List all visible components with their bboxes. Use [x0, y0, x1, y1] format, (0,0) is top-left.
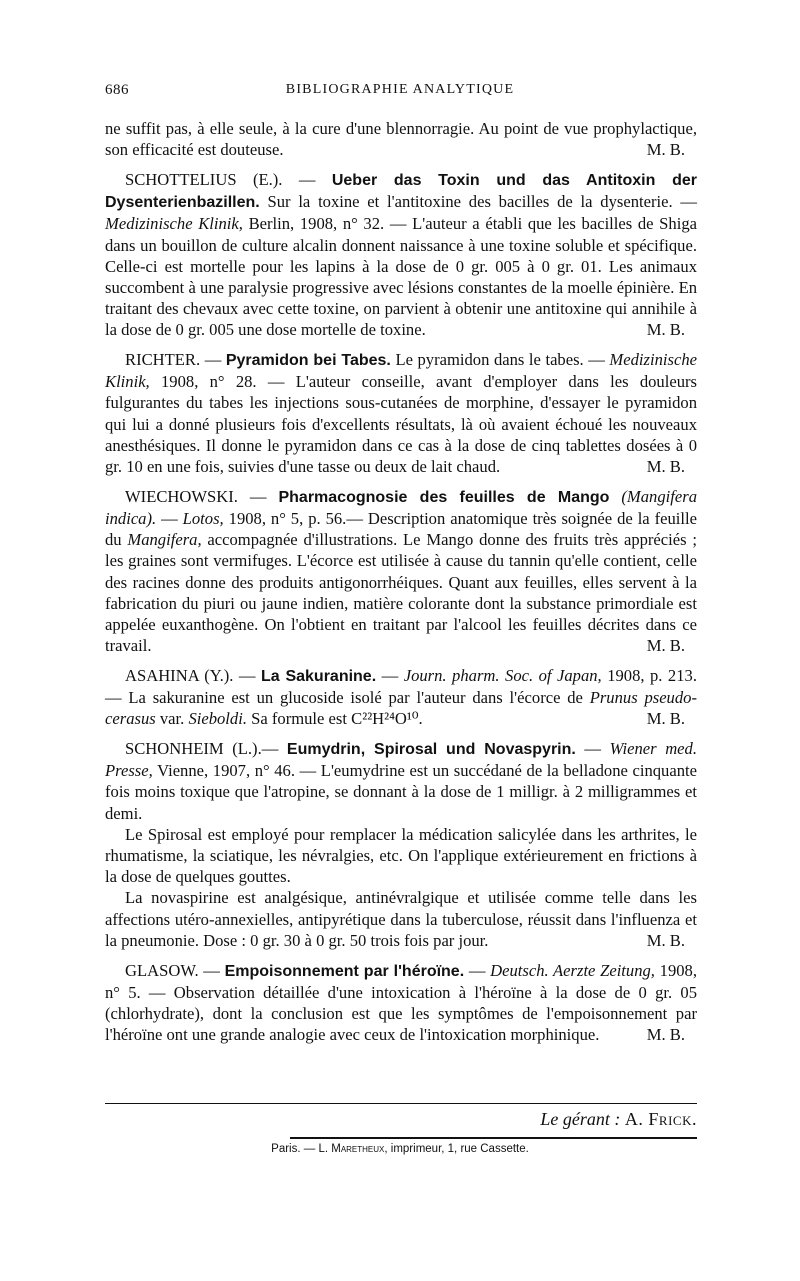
entry-glasow — [105, 960, 697, 1046]
em-dash: — — [381, 665, 399, 685]
paragraph-novaspirine — [105, 887, 697, 951]
printer-rule — [290, 1137, 697, 1139]
species-name: Prunus pseudo-cerasus — [105, 688, 697, 729]
entry-schonheim — [105, 738, 697, 824]
entry-asahina — [105, 665, 697, 730]
entry-text: accompagnée d'illustrations. Le Mango donne des fruits très appréciés ; les graines sont vermifuges. L'écorce est utilisée à cause du tannin qu'elle contient, celle des racines donne des produits antigonorrhéiques. Quant aux feuilles, elles servent à la fabrication du piuri ou jaune indien, matière colorante dont la substance primordiale est appelée euxanthogène. On l'obtient en traitant par l'alcool les feuilles décrites dans ce travail. — [105, 530, 697, 656]
entry-author: WIECHOWSKI. — [125, 486, 238, 506]
journal-name: Medizinische Klinik, — [105, 350, 697, 392]
em-dash: — — [584, 738, 602, 758]
printer-city: Paris. — — [271, 1143, 316, 1155]
closing-rule — [105, 1103, 697, 1104]
gerant-name: A. Frick. — [624, 1109, 697, 1129]
reviewer-initials: M. B. — [646, 320, 685, 340]
journal-name: Lotos, — [182, 508, 224, 528]
em-dash: — — [261, 738, 279, 758]
entry-text: 1908, n° 28. — L'auteur conseille, avant d'employer dans les douleurs fulgurantes du tabes les injections sous-cutanées de morphine, d'essayer le pyramidon qui lui a donné plusieurs fois d'excellents résultats, là où avaient échoué les nouveaux anesthésiques. Il donne le pyramidon dans ce cas à la dose de cinq tablettes dosées à 0 gr. 10 en une fois, suivies d'une tasse ou deux de lait chaud. — [105, 372, 697, 477]
entry-title: Eumydrin, Spirosal und Novaspyrin. — [286, 740, 576, 758]
entry-text: Le pyramidon dans le tabes. — — [395, 350, 605, 370]
gerant-line — [476, 1109, 697, 1130]
reviewer-initials: M. B. — [646, 636, 685, 656]
journal-name: Wiener med. Presse, — [105, 738, 697, 781]
printer-address: imprimeur, 1, rue Cassette. — [390, 1143, 529, 1155]
entry-title: La Sakuranine. — [261, 667, 377, 685]
text-column — [105, 118, 697, 1054]
entry-author: ASAHINA (Y.). — [125, 665, 234, 685]
species-name: Mangifera, — [127, 530, 202, 550]
journal-name: Medizinische Klinik, — [105, 214, 243, 234]
em-dash: — — [468, 960, 486, 980]
entry-author: GLASOW. — [125, 960, 199, 980]
entry-author: RICHTER. — [125, 350, 201, 370]
em-dash: — — [298, 169, 316, 189]
entry-text: ne suffit pas, à elle seule, à la cure d'une blennorragie. Au point de vue prophylactique, son efficacité est douteuse. — [105, 119, 697, 160]
entry-richter — [105, 349, 697, 477]
printer-name: L. Maretheux, — [318, 1143, 388, 1155]
entry-title: Pyramidon bei Tabes. — [225, 352, 391, 370]
reviewer-initials: M. B. — [646, 457, 685, 477]
paragraph-spirosal: Le Spirosal est employé pour remplacer la médication salicylée dans les arthrites, le rhumatisme, la sciatique, les névralgies, etc. On l'applique extérieurement en frictions à la dose de quelques gouttes. — [105, 824, 697, 887]
entry-title: Pharmacognosie des feuilles de Mango — [278, 488, 610, 506]
page-number: 686 — [105, 82, 129, 98]
entry-text: Sa formule est — [251, 709, 347, 729]
entry-text: var. — [159, 709, 185, 729]
entry-author: SCHONHEIM (L.). — [125, 738, 262, 758]
entry-title: Ueber das Toxin und das Antitoxin der Dysenterienbazillen. — [105, 171, 697, 212]
entry-text: La novaspirine est analgésique, antinévralgique et utilisée comme telle dans les affections utéro-annexielles, antipyrétique dans la tuberculose, réussit dans l'influenza et la pneumonie. Dose : 0 gr. 30 à 0 gr. 50 trois fois par jour. — [105, 888, 697, 950]
entry-continuation — [105, 118, 697, 160]
entry-text: — — [161, 508, 178, 528]
entry-title: Empoisonnement par l'héroïne. — [224, 962, 465, 980]
running-head: BIBLIOGRAPHIE ANALYTIQUE — [285, 82, 515, 97]
variety-name: Sieboldi. — [188, 709, 247, 729]
journal-name: Journ. pharm. Soc. of Japan, — [403, 665, 602, 685]
em-dash: — — [249, 486, 267, 506]
entry-text: Berlin, 1908, n° 32. — L'auteur a établi que les bacilles de Shiga dans un bouillon de culture alcalin donnent naissance à une toxine soluble et spécifique. Celle-ci est mortelle pour les lapins à la dose de 0 gr. 005 à 0 gr. 01. Les animaux succombent à une paralysie progressive avec lésions constantes de la moelle épinière. En traitant des chevaux avec cette toxine, on parvient à obtenir une antitoxine qui annihile à la dose de 0 gr. 005 une dose mortelle de toxine. — [105, 214, 697, 340]
entry-text: Vienne, 1907, n° 46. — L'eumydrine est un succédané de la belladone cinquante fois moins toxique que l'atropine, se donnant à la dose de 1 milligr. à 2 milligrammes et demi. — [105, 761, 697, 823]
reviewer-initials: M. B. — [646, 1025, 685, 1045]
entry-text: 1908, n° 5. — Observation détaillée d'une intoxication à l'héroïne à la dose de 0 gr. 05 (chlorhydrate), dont la conclusion est que les symptômes de l'empoisonnement par l'héroïne ont une grande analogie avec ceux de l'intoxication morphinique. — [105, 960, 697, 1045]
entry-wiechowski — [105, 486, 697, 657]
em-dash: — — [203, 960, 220, 980]
entry-text: 1908, p. 213. — La sakuranine est un glucoside isolé par l'auteur dans l'écorce de — [105, 665, 697, 708]
printer-imprint — [0, 1143, 800, 1155]
em-dash: — — [238, 665, 256, 685]
gerant-label: Le gérant : — [540, 1109, 621, 1129]
entry-author: SCHOTTELIUS (E.). — [125, 169, 283, 189]
entry-schottelius — [105, 169, 697, 341]
reviewer-initials: M. B. — [646, 140, 685, 160]
species-name: (Mangifera indica). — [105, 486, 697, 528]
reviewer-initials: M. B. — [646, 930, 685, 950]
entry-text: Sur la toxine et l'antitoxine des bacilles de la dysenterie. — — [267, 192, 697, 212]
journal-name: Deutsch. Aerzte Zeitung, — [490, 960, 655, 980]
chemical-formula: C²²H²⁴O¹⁰. — [351, 709, 423, 729]
em-dash: — — [204, 350, 222, 370]
entry-text: 1908, n° 5, p. 56.— Description anatomique très soignée de la feuille du — [105, 508, 697, 550]
reviewer-initials: M. B. — [646, 709, 685, 729]
